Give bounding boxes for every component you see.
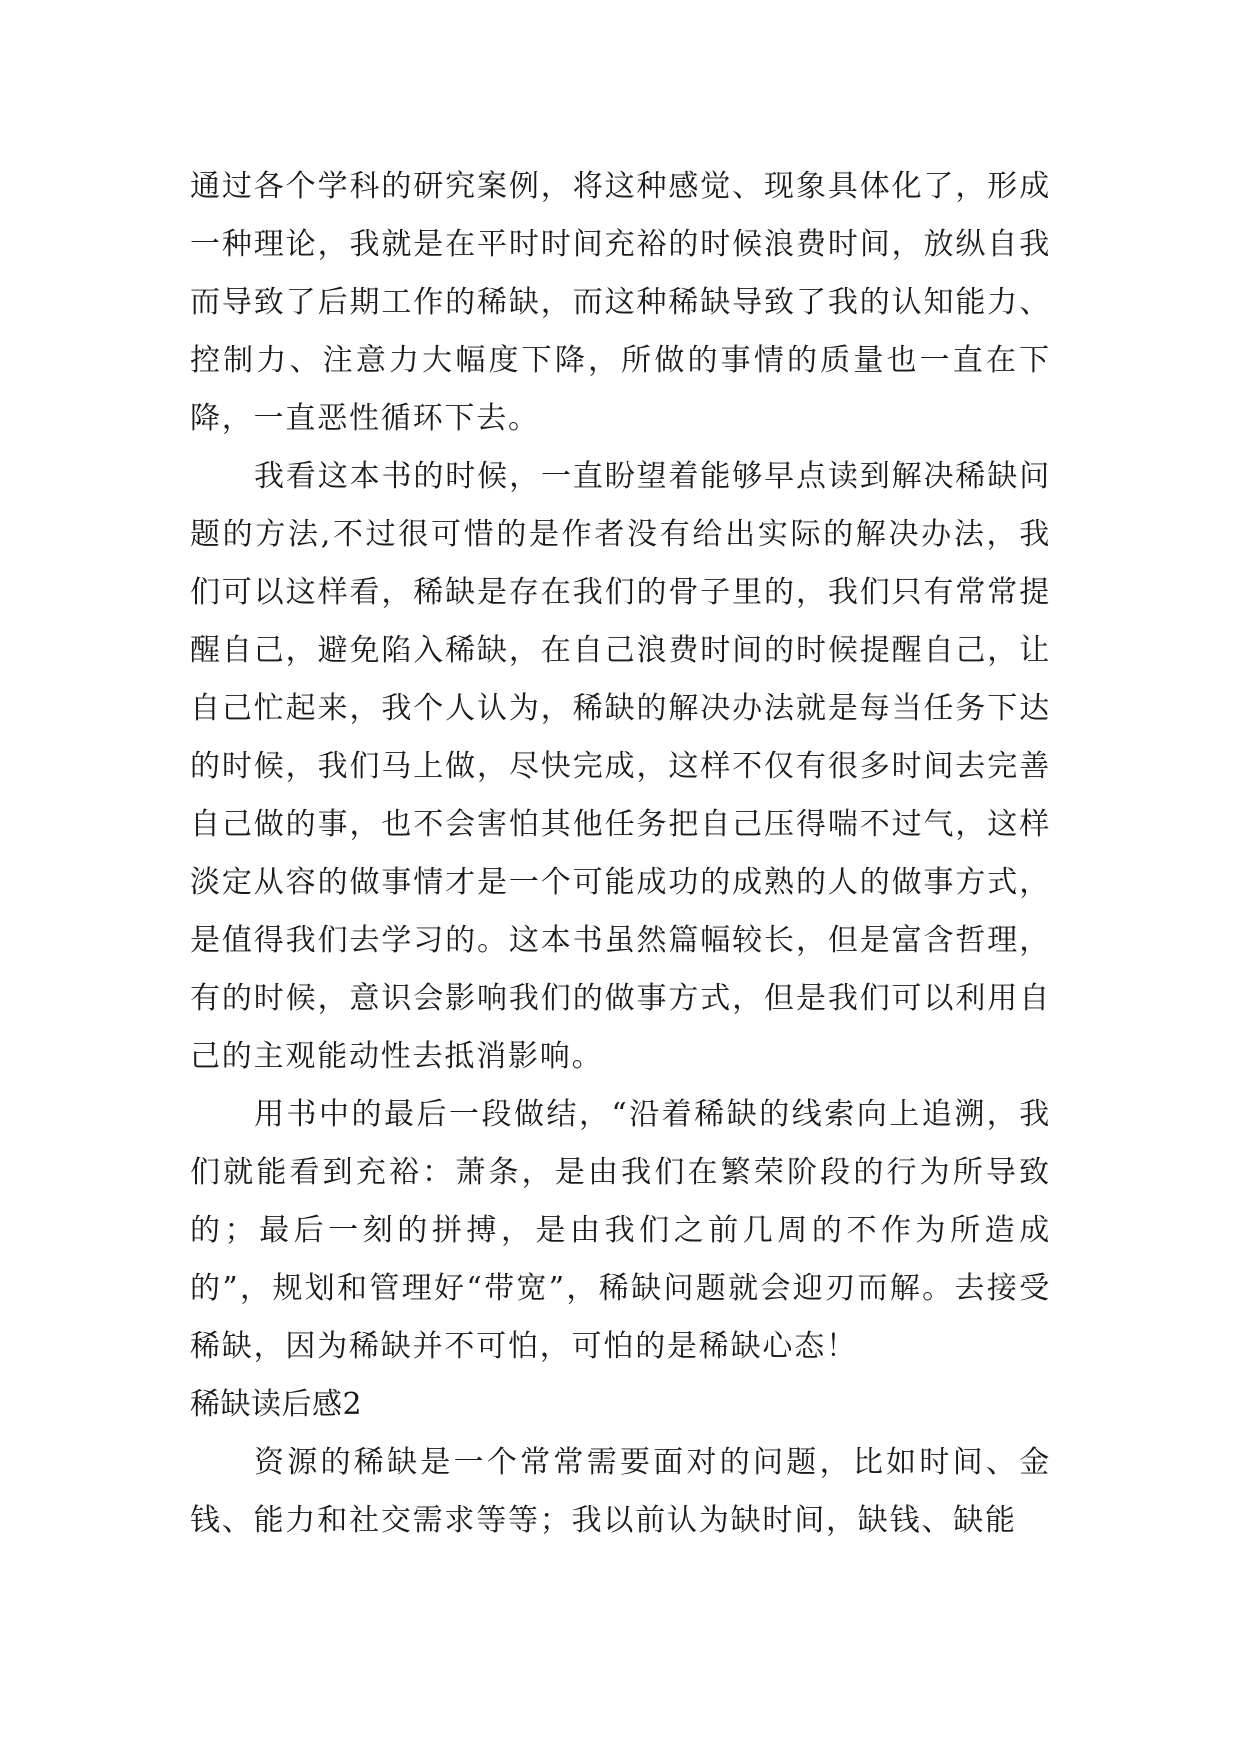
document-body	[190, 158, 1051, 1550]
body-paragraph-2: 我看这本书的时候，一直盼望着能够早点读到解决稀缺问题的方法,不过很可惜的是作者没有给出实际的解决办法，我们可以这样看，稀缺是存在我们的骨子里的，我们只有常常提醒自己，避免陷入稀缺，在自己浪费时间的时候提醒自己，让自己忙起来，我个人认为，稀缺的解决办法就是每当任务下达的时候，我们马上做，尽快完成，这样不仅有很多时间去完善自己做的事，也不会害怕其他任务把自己压得喘不过气，这样淡定从容的做事情才是一个可能成功的成熟的人的做事方式，是值得我们去学习的。这本书虽然篇幅较长，但是富含哲理，有的时候，意识会影响我们的做事方式，但是我们可以利用自己的主观能动性去抵消影响。	[190, 459, 1051, 1074]
body-paragraph-1: 通过各个学科的研究案例，将这种感觉、现象具体化了，形成一种理论，我就是在平时时间充裕的时候浪费时间，放纵自我而导致了后期工作的稀缺，而这种稀缺导致了我的认知能力、控制力、注意力大幅度下降，所做的事情的质量也一直在下降，一直恶性循环下去。	[190, 169, 1051, 436]
body-paragraph-4: 资源的稀缺是一个常常需要面对的问题，比如时间、金钱、能力和社交需求等等；我以前认为缺时间，缺钱、缺能	[190, 1445, 1051, 1538]
section-heading: 稀缺读后感2	[190, 1387, 363, 1422]
body-paragraph-3: 用书中的最后一段做结，“沿着稀缺的线索向上追溯，我们就能看到充裕：萧条，是由我们在繁荣阶段的行为所导致的；最后一刻的拼搏，是由我们之前几周的不作为所造成的”，规划和管理好“带宽”，稀缺问题就会迎刃而解。去接受稀缺，因为稀缺并不可怕，可怕的是稀缺心态！	[190, 1097, 1051, 1364]
